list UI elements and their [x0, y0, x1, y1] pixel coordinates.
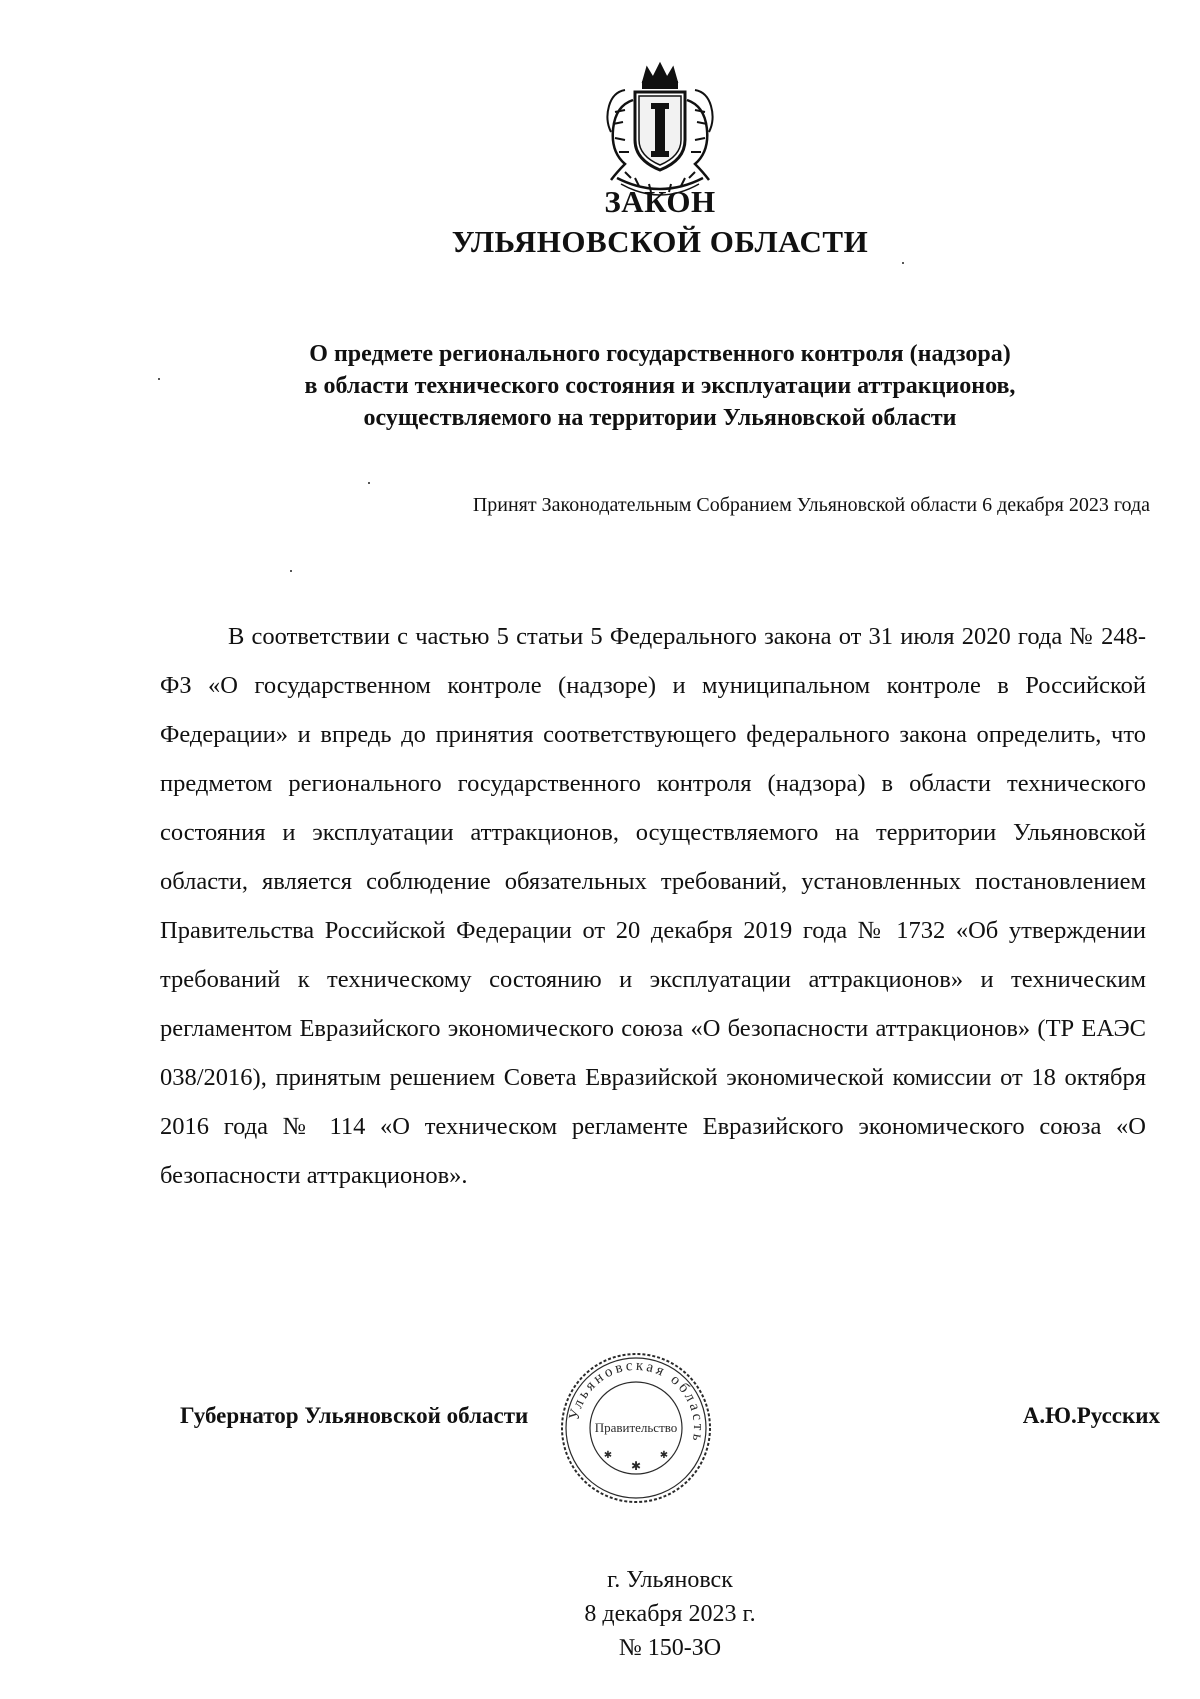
subject-line-3: осуществляемого на территории Ульяновской области [363, 405, 957, 431]
scan-speck [902, 262, 904, 264]
footer-city: г. Ульяновск [607, 1567, 733, 1593]
law-title-line1: ЗАКОН [604, 184, 716, 219]
scan-speck [368, 482, 370, 484]
document-footer [0, 1563, 1200, 1665]
footer-date: 8 декабря 2023 г. [584, 1601, 756, 1627]
law-body-paragraph: В соответствии с частью 5 статьи 5 Федерального закона от 31 июля 2020 года № 248-ФЗ «О государственном контроле (надзоре) и муниципальном контроле в Российской Федерации» и впредь до принятия соответствующего федерального закона определить, что предметом регионального государственного контроля (надзора) в области технического состояния и эксплуатации аттракционов, осуществляемого на территории Ульяновской области, является соблюдение обязательных требований, установленных постановлением Правительства Российской Федерации от 20 декабря 2019 года № 1732 «Об утверждении требований к техническому состоянию и эксплуатации аттракционов» и техническим регламентом Евразийского экономического союза «О безопасности аттракционов» (ТР ЕАЭС 038/2016), принятым решением Совета Евразийской экономической комиссии от 18 октября 2016 года № 114 «О техническом регламенте Евразийского экономического союза «О безопасности аттракционов». [160, 623, 1146, 1189]
footer-number: № 150-ЗО [618, 1635, 722, 1661]
stamp-center-text: Правительство [594, 1420, 678, 1435]
signature-block [180, 1400, 1160, 1436]
subject-line-1: О предмете регионального государственного контроля (надзора) [309, 341, 1011, 367]
law-title [0, 182, 1200, 262]
law-subject [200, 338, 1120, 434]
signatory-name: А.Ю.Русских [1022, 1403, 1160, 1428]
stamp-star-icon: ✱ [630, 1459, 642, 1473]
stamp-star-icon: ✱ [603, 1450, 613, 1461]
scan-speck [290, 570, 292, 572]
subject-line-2: в области технического состояния и эксплуатации аттракционов, [304, 373, 1016, 399]
stamp-ring-text: Ульяновская область [566, 1357, 707, 1446]
law-title-line2: УЛЬЯНОВСКОЙ ОБЛАСТИ [451, 224, 869, 259]
scan-speck [158, 378, 160, 380]
signatory-title: Губернатор Ульяновской области [180, 1403, 529, 1428]
stamp-star-icon: ✱ [659, 1450, 669, 1461]
adoption-note: Принят Законодательным Собранием Ульяновской области 6 декабря 2023 года [472, 494, 1150, 516]
